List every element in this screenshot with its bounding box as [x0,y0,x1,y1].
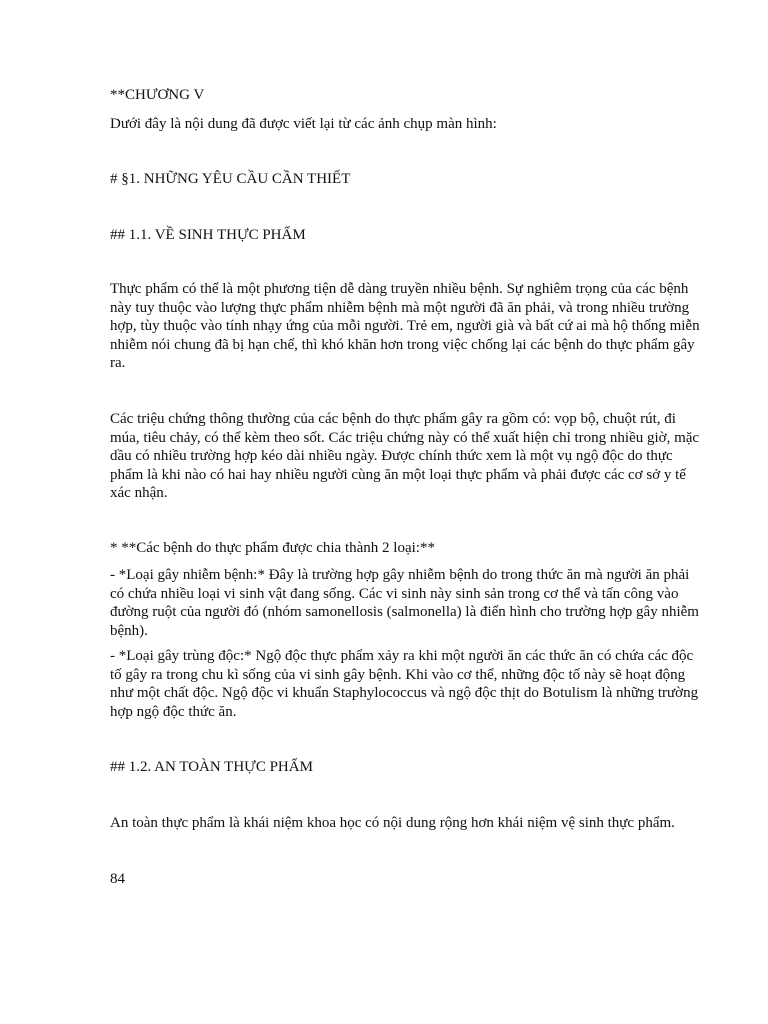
list-item-poisoning: - *Loại gây trùng độc:* Ngộ độc thực phẩm xảy ra khi một người ăn các thức ăn có chứa các độc tố gây ra trong chu kì sống của vi sinh gây bệnh. Khi vào cơ thể, những độc tố này sẽ hoạt động như một chất độc. Ngộ độc vi khuẩn Staphylococcus và ngộ độc thịt do Botulism là những trường hợp ngộ độc thức ăn. [110,648,699,720]
list-intro: * **Các bệnh do thực phẩm được chia thành 2 loại:** [110,540,435,556]
subsection-heading-1-2: ## 1.2. AN TOÀN THỰC PHẨM [110,759,313,775]
page-number: 84 [110,871,125,887]
paragraph-food-safety: An toàn thực phẩm là khái niệm khoa học có nội dung rộng hơn khái niệm vệ sinh thực phẩm. [110,815,675,831]
list-item-infection: - *Loại gây nhiễm bệnh:* Đây là trường hợp gây nhiễm bệnh do trong thức ăn mà người ăn phải có chứa nhiều loại vi sinh vật đang sống. Các vi sinh này sinh sản trong cơ thể và tấn công vào đường ruột của người đó (nhóm samonellosis (salmonella) là điển hình cho trường hợp gây nhiễm bệnh). [110,567,699,639]
subsection-heading-1-1: ## 1.1. VỀ SINH THỰC PHẨM [110,227,306,243]
paragraph-symptoms: Các triệu chứng thông thường của các bệnh do thực phẩm gây ra gồm có: vọp bộ, chuột rút, đi múa, tiêu chảy, có thể kèm theo sốt. Các triệu chứng này có thể xuất hiện chỉ trong nhiều giờ, mặc dầu có nhiều trường hợp kéo dài nhiều ngày. Được chính thức xem là một vụ ngộ độc do thực phẩm là khi nào có hai hay nhiều người cùng ăn một loại thực phẩm và phải được các cơ sở y tế xác nhận. [110,411,700,501]
paragraph-food-hygiene: Thực phẩm có thể là một phương tiện dễ dàng truyền nhiều bệnh. Sự nghiêm trọng của các bệnh này tuy thuộc vào lượng thực phẩm nhiễm bệnh mà một người đã ăn phải, và trong nhiều trường hợp, tùy thuộc vào tính nhạy ứng của mỗi người. Trẻ em, người già và bất cứ ai mà hộ thống miễn nhiễm nói chung đã bị hạn chế, thì khó khăn hơn trong việc chống lại các bệnh do thực phẩm gây ra. [110,281,700,371]
section-heading: # §1. NHỮNG YÊU CẦU CẦN THIẾT [110,171,351,187]
chapter-label: **CHƯƠNG V [110,87,205,103]
intro-text: Dưới đây là nội dung đã được viết lại từ các ảnh chụp màn hình: [110,116,497,132]
